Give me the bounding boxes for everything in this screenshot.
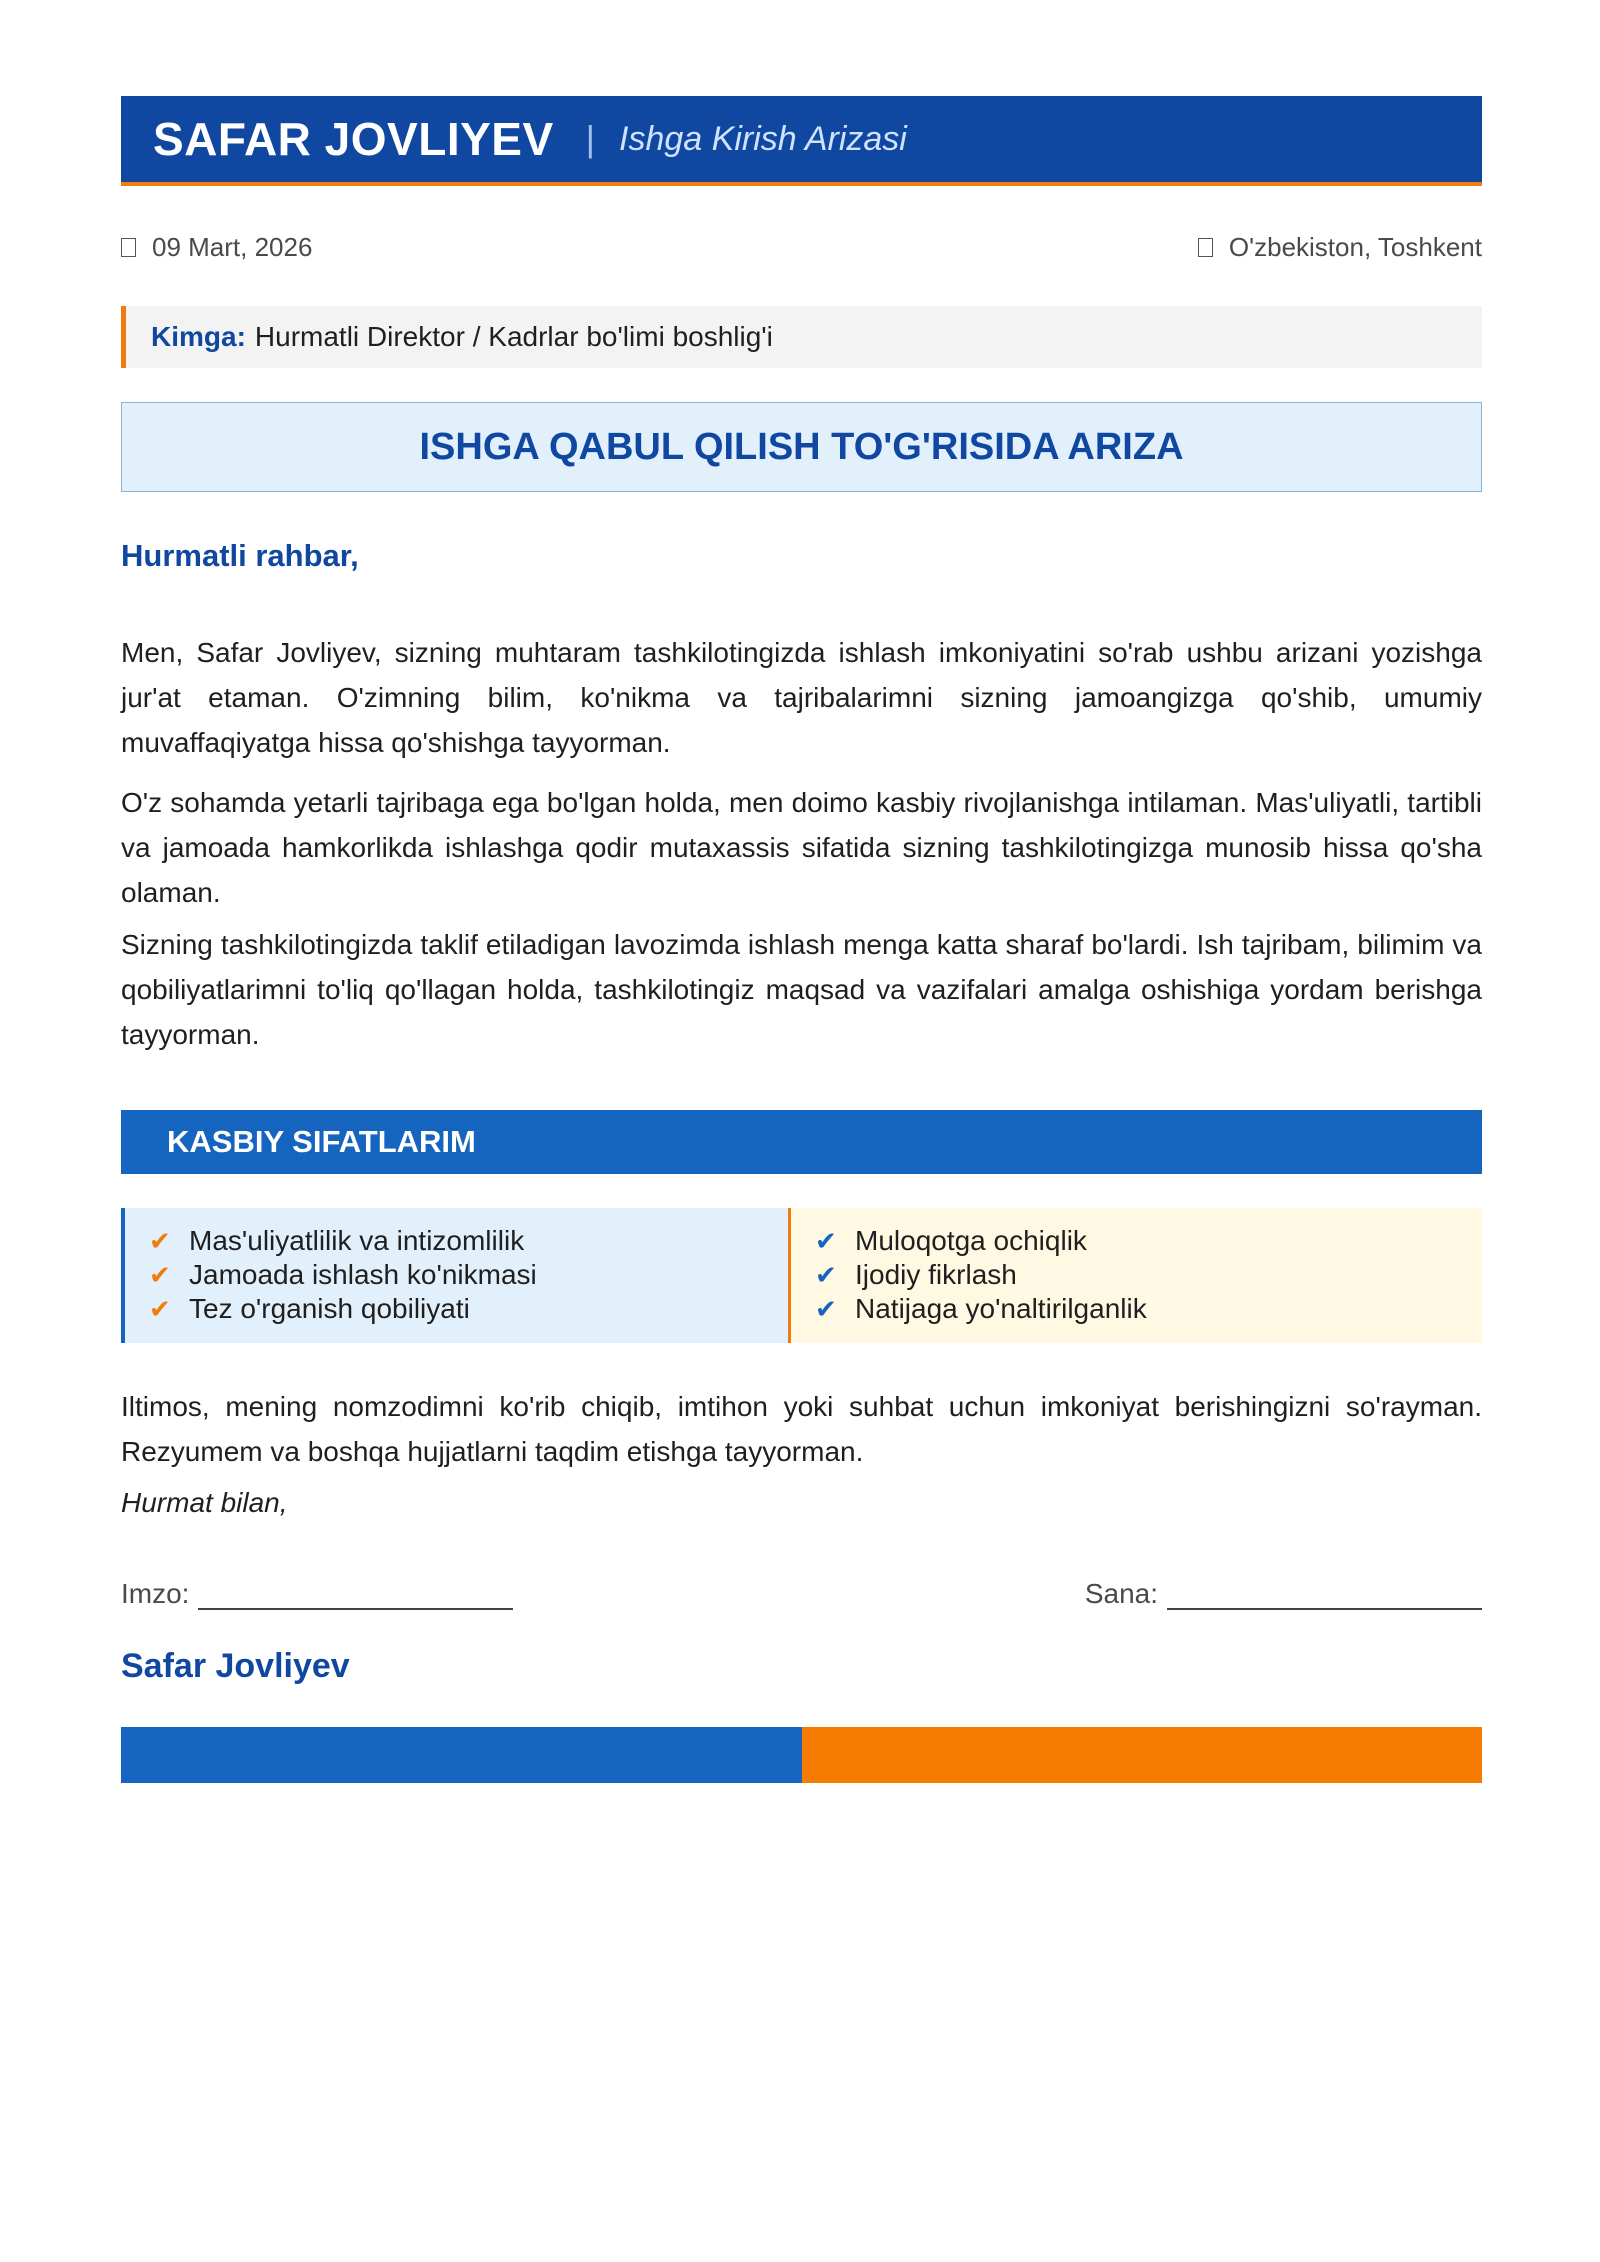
- recipient-label: Kimga:: [151, 321, 246, 352]
- quality-text: Jamoada ishlash ko'nikmasi: [189, 1259, 537, 1290]
- quality-text: Muloqotga ochiqlik: [855, 1225, 1087, 1256]
- location-line: [1198, 232, 1482, 263]
- checkmark-icon: ✔: [149, 1226, 171, 1256]
- calendar-icon: [121, 238, 136, 257]
- footer-bar-orange: [802, 1727, 1482, 1783]
- header-banner: [121, 96, 1482, 186]
- checkmark-icon: ✔: [149, 1260, 171, 1290]
- checkmark-icon: ✔: [815, 1294, 837, 1324]
- quality-item: [149, 1224, 788, 1258]
- document-title: ISHGA QABUL QILISH TO'G'RISIDA ARIZA: [121, 402, 1482, 492]
- signature-field: [121, 1578, 513, 1610]
- signer-name: Safar Jovliyev: [121, 1647, 350, 1685]
- quality-item: [815, 1292, 1482, 1326]
- qualities-left-column: [121, 1208, 788, 1343]
- closing-paragraph: Iltimos, mening nomzodimni ko'rib chiqib, imtihon yoki suhbat uchun imkoniyat berishingizni so'rayman. Rezyumem va boshqa hujjatlarni taqdim etishga tayyorman.: [121, 1391, 1482, 1467]
- location-icon: [1198, 238, 1213, 257]
- date-label: Sana:: [1084, 1578, 1158, 1609]
- date-text: 09 Mart, 2026: [152, 232, 313, 262]
- date-line: [121, 232, 312, 263]
- signature-line: [198, 1584, 513, 1610]
- body-paragraph-2: O'z sohamda yetarli tajribaga ega bo'lgan holda, men doimo kasbiy rivojlanishga intilaman. Mas'uliyatli, tartibli va jamoada hamkorlikda ishlashga qodir mutaxassis sifatida sizning tashkilotingizga munosib hissa qo'sha olaman.: [121, 787, 1482, 908]
- recipient-box: [121, 306, 1482, 368]
- quality-item: [815, 1258, 1482, 1292]
- body-paragraph-1: Men, Safar Jovliyev, sizning muhtaram tashkilotingizda ishlash imkoniyatini so'rab ushbu arizani yozishga jur'at etaman. O'zimning bilim, ko'nikma va tajribalarimni sizning jamoangizga qo'shib, umumiy muvaffaqiyatga hissa qo'shishga tayyorman.: [121, 637, 1482, 758]
- quality-item: [149, 1292, 788, 1326]
- date-line-blank: [1167, 1584, 1482, 1610]
- checkmark-icon: ✔: [815, 1260, 837, 1290]
- qualities-heading: KASBIY SIFATLARIM: [121, 1110, 1482, 1174]
- quality-text: Tez o'rganish qobiliyati: [189, 1293, 470, 1324]
- quality-text: Natijaga yo'naltirilganlik: [855, 1293, 1147, 1324]
- signature-label: Imzo:: [121, 1578, 190, 1609]
- body-paragraph-3: Sizning tashkilotingizda taklif etiladigan lavozimda ishlash menga katta sharaf bo'lardi. Ish tajribam, bilimim va qobiliyatlarimni to'liq qo'llagan holda, tashkilotingiz maqsad va vazifalari amalga oshishiga yordam berishga tayyorman.: [121, 929, 1482, 1050]
- checkmark-icon: ✔: [815, 1226, 837, 1256]
- header-separator: |: [585, 118, 596, 159]
- checkmark-icon: ✔: [149, 1294, 171, 1324]
- footer-bar-blue: [121, 1727, 802, 1783]
- closing-salutation: Hurmat bilan,: [121, 1487, 288, 1518]
- quality-item: [815, 1224, 1482, 1258]
- date-field: [1085, 1578, 1482, 1610]
- location-text: O'zbekiston, Toshkent: [1228, 232, 1482, 262]
- document-subtitle: Ishga Kirish Arizasi: [619, 119, 907, 158]
- quality-text: Mas'uliyatlilik va intizomlilik: [189, 1225, 525, 1256]
- qualities-right-column: [788, 1208, 1482, 1343]
- quality-text: Ijodiy fikrlash: [855, 1259, 1017, 1290]
- recipient-value: Hurmatli Direktor / Kadrlar bo'limi boshlig'i: [254, 321, 773, 352]
- quality-item: [149, 1258, 788, 1292]
- greeting: Hurmatli rahbar,: [121, 538, 359, 573]
- applicant-name: SAFAR JOVLIYEV: [153, 113, 554, 165]
